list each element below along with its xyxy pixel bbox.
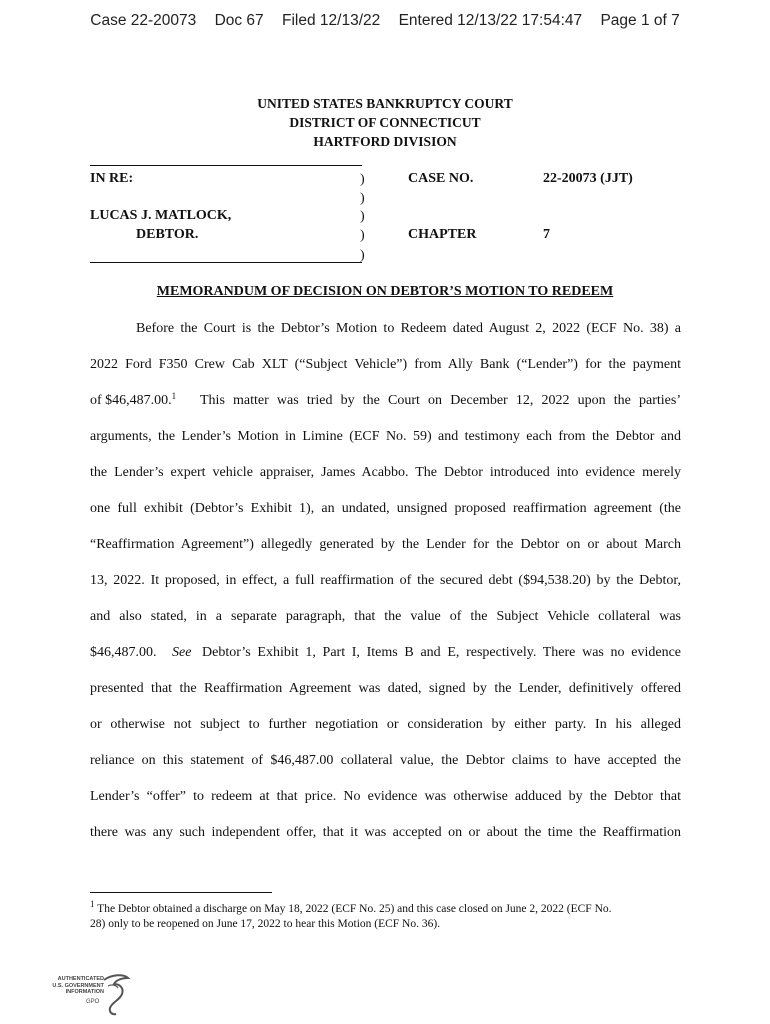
body-line: there was any such independent offer, that it was accepted on or about the time the Reaffirmation <box>90 825 681 840</box>
case-no-label: CASE NO. <box>408 171 474 186</box>
header-case: Case 22-20073 <box>90 12 197 29</box>
ecf-header <box>0 12 770 30</box>
body-line: 13, 2022. It proposed, in effect, a full reaffirmation of the secured debt ($94,538.20) by the Debtor, <box>90 573 681 588</box>
caption-paren: ) <box>360 209 365 224</box>
caption-bottom-rule <box>90 262 362 263</box>
body-line: reliance on this statement of $46,487.00 collateral value, the Debtor claims to have accepted the <box>90 753 681 768</box>
header-page: Page 1 of 7 <box>600 12 680 29</box>
body-line <box>90 392 681 410</box>
body-fragment: of $46,487.00. <box>90 393 172 408</box>
caption-paren: ) <box>360 248 365 263</box>
court-name: UNITED STATES BANKRUPTCY COURT <box>257 96 513 111</box>
logo-text <box>40 976 104 996</box>
header-filed: Filed 12/13/22 <box>282 12 381 29</box>
court-heading <box>0 94 770 151</box>
body-line: Lender’s “offer” to redeem at that price. No evidence was otherwise adduced by the Debtor that <box>90 789 681 804</box>
caption-paren: ) <box>360 191 365 206</box>
footnote-text: 28) only to be reopened on June 17, 2022 to hear this Motion (ECF No. 36). <box>90 918 441 930</box>
debtor-role: DEBTOR. <box>136 227 199 242</box>
body-fragment: This matter was tried by the Court on December 12, 2022 upon the parties’ <box>200 393 681 408</box>
body-line: presented that the Reaffirmation Agreement was dated, signed by the Lender, definitively offered <box>90 681 681 696</box>
see-signal: See <box>172 645 192 660</box>
chapter-label: CHAPTER <box>408 227 477 242</box>
debtor-name: LUCAS J. MATLOCK, <box>90 208 232 223</box>
court-division: HARTFORD DIVISION <box>313 134 457 149</box>
body-fragment: $46,487.00. <box>90 645 157 660</box>
body-line: “Reaffirmation Agreement”) allegedly generated by the Lender for the Debtor on or about March <box>90 537 681 552</box>
memorandum-title: MEMORANDUM OF DECISION ON DEBTOR’S MOTION TO REDEEM <box>156 284 614 299</box>
footnote-rule <box>90 892 272 893</box>
body-line: Before the Court is the Debtor’s Motion to Redeem dated August 2, 2022 (ECF No. 38) a <box>136 321 681 336</box>
logo-line: AUTHENTICATED <box>57 976 104 982</box>
caption-paren: ) <box>360 172 365 187</box>
body-line: one full exhibit (Debtor’s Exhibit 1), an undated, unsigned proposed reaffirmation agreement (the <box>90 501 681 516</box>
footnote-number: 1 <box>90 899 95 909</box>
case-no-value: 22-20073 (JJT) <box>543 171 633 186</box>
chapter-value: 7 <box>543 227 550 242</box>
footnote-text: The Debtor obtained a discharge on May 18, 2022 (ECF No. 25) and this case closed on June 2, 2022 (ECF No. <box>97 903 612 915</box>
body-line: arguments, the Lender’s Motion in Limine (ECF No. 59) and testimony each from the Debtor and <box>90 429 681 444</box>
court-district: DISTRICT OF CONNECTICUT <box>289 115 481 130</box>
body-fragment: Debtor’s Exhibit 1, Part I, Items B and E, respectively. There was no evidence <box>202 645 681 660</box>
header-entered: Entered 12/13/22 17:54:47 <box>398 12 583 29</box>
footnote-ref[interactable]: 1 <box>171 391 177 401</box>
body-line: the Lender’s expert vehicle appraiser, James Acabbo. The Debtor introduced into evidence merely <box>90 465 681 480</box>
body-line: 2022 Ford F350 Crew Cab XLT (“Subject Vehicle”) from Ally Bank (“Lender”) for the payment <box>90 357 681 372</box>
logo-gpo: GPO <box>86 999 100 1005</box>
body-line <box>90 644 681 662</box>
caption-paren: ) <box>360 228 365 243</box>
in-re-label: IN RE: <box>90 171 134 186</box>
header-doc: Doc 67 <box>214 12 264 29</box>
logo-line: U.S. GOVERNMENT <box>52 982 104 989</box>
body-line: or otherwise not subject to further negotiation or consideration by either party. In his alleged <box>90 717 681 732</box>
eagle-icon <box>98 972 132 1016</box>
logo-line: INFORMATION <box>65 989 104 995</box>
caption-top-rule <box>90 165 362 166</box>
body-line: and also stated, in a separate paragraph, that the value of the Subject Vehicle collateral was <box>90 609 681 624</box>
gpo-authenticated-logo <box>40 972 140 1016</box>
footnote <box>90 899 670 932</box>
